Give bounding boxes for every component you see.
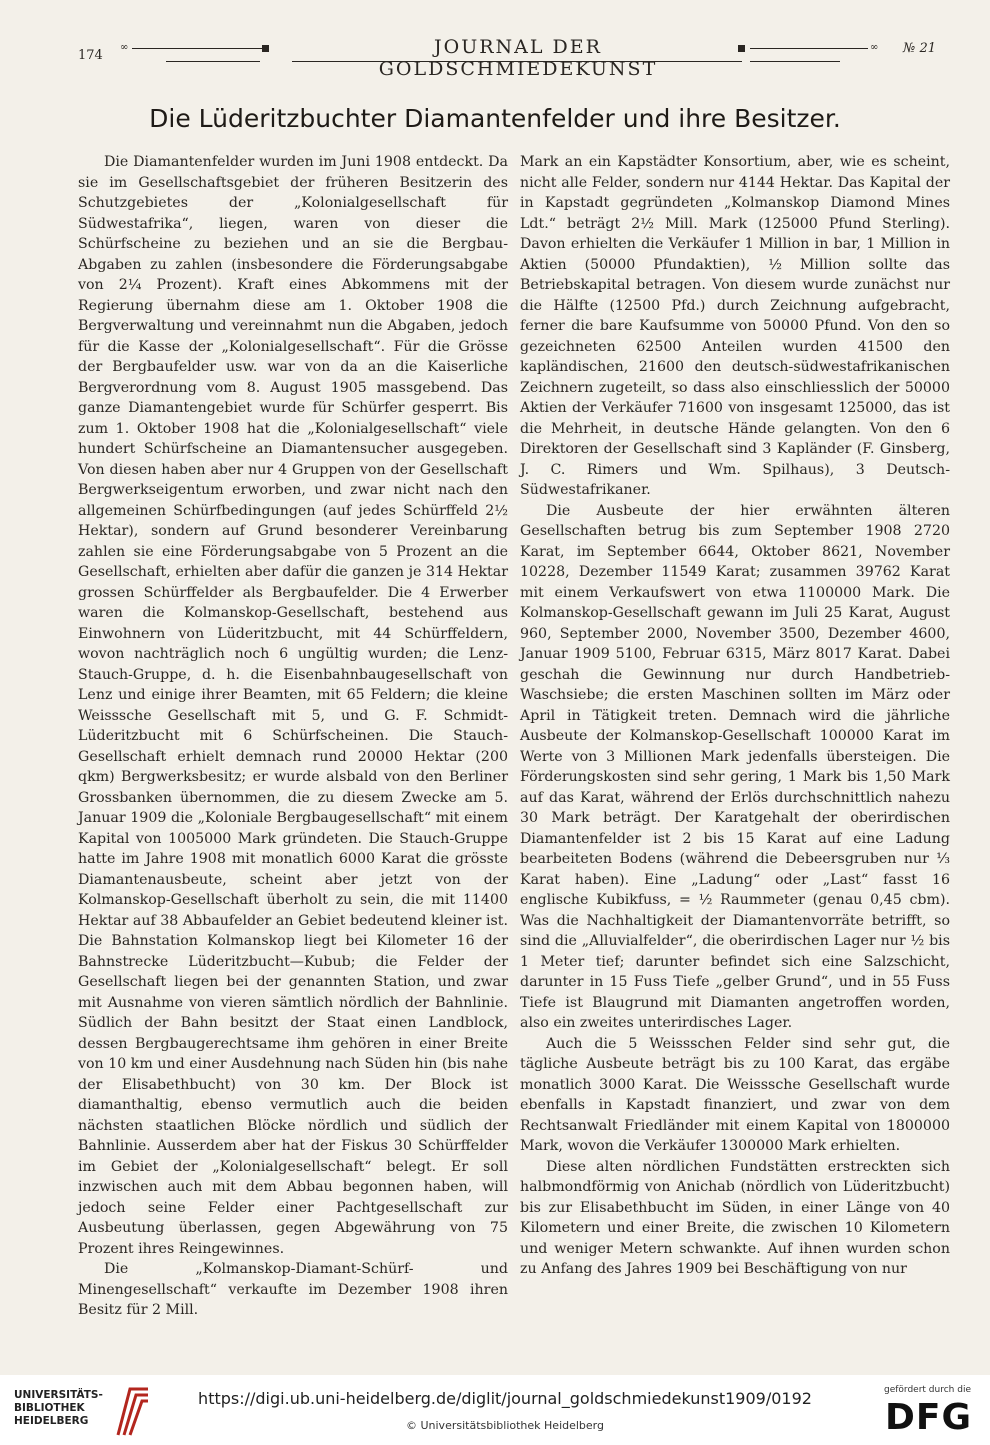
paragraph: Die „Kolmanskop-Diamant-Schürf- und Minengesellschaft“ verkaufte im Dezember 1908 ihren Besitz für 2 Mill. [78,1261,508,1318]
sponsor-caption: gefördert durch die [884,1385,971,1395]
page-number: 174 [78,48,103,63]
paragraph: Die Ausbeute der hier erwähnten älteren Gesellschaften betrug bis zum September 1908 2720 Karat, im September 6644, Oktober 8621, November 10228, Dezember 11549 Karat; zusammen 39762 Karat mit einem Verkaufswert von etwa 1100000 Mark. Die Kolmanskop-Gesellschaft gewann im Juli 25 Karat, August 960, September 2000, November 3500, Dezember 4600, Januar 1909 5100, Februar 6315, März 8017 Karat. Dabei geschah die Gewinnung nur durch Handbetrieb-Waschsiebe; die ersten Maschinen sollten im März oder April in Tätigkeit treten. Demnach wird die jährliche Ausbeute der Kolmanskop-Gesellschaft 100000 Karat im Werte von 3 Millionen Mark jedenfalls übersteigen. Die Förderungskosten sind sehr gering, 1 Mark bis 1,50 Mark auf das Karat, während der Erlös durchschnittlich nahezu 30 Mark beträgt. Der Karatgehalt der oberirdischen Diamantenfelder ist 2 bis 15 Karat auf eine Ladung bearbeiteten Bodens (während die Debeersgruben nur ⅓ Karat haben). Eine „Ladung“ oder „Last“ fasst 16 englische Kubikfuss, = ½ Raummeter (genau 0,45 cbm). Was die Nachhaltigkeit der Diamantenvorräte betrifft, so sind die „Alluvialfelder“, die oberirdischen Lager nur ½ bis 1 Meter tief; darunter befindet sich eine Salzschicht, darunter in 15 Fuss Tiefe „gelber Grund“, und in 55 Fuss Tiefe ist Blaugrund mit Diamanten angetroffen worden, also ein zweites unterirdisches Lager. [520,502,950,1031]
header-rule-top-left [132,48,262,49]
header-rule-bottom-right [750,61,840,62]
ornament-left: ∞ [120,42,129,53]
header-rule-top-right [750,48,868,49]
dfg-logo[interactable]: DFG [884,1397,973,1438]
library-name-line: UNIVERSITÄTS- [14,1389,103,1401]
library-logo[interactable] [14,1389,154,1439]
paragraph: Auch die 5 Weissschen Felder sind sehr gut, die tägliche Ausbeute beträgt bis zu 100 Karat, das ergäbe monatlich 3000 Karat. Die Weisssche Gesellschaft wurde ebenfalls in Kapstadt finanziert, und zwar von dem Rechtsanwalt Friedländer mit einem Kapital von 1800000 Mark, wovon die Verkäufer 1300000 Mark erhielten. [520,1035,950,1154]
library-name-line: HEIDELBERG [14,1415,89,1427]
running-header [70,34,940,80]
header-rule-bottom-left [166,61,260,62]
paragraph: Mark an ein Kapstädter Konsortium, aber, wie es scheint, nicht alle Felder, sondern nur 4144 Hektar. Das Kapital der in Kapstadt gegründeten „Kolmanskop Diamond Mines Ldt.“ beträgt 2½ Mill. Mark (125000 Pfund Sterling). Davon erhielten die Verkäufer 1 Million in bar, 1 Million in Aktien (50000 Pfundaktien), ½ Million sollte das Betriebskapital betragen. Von diesem wurde zunächst nur die Hälfte (12500 Pfd.) durch Zeichnung aufgebracht, ferner die bare Kaufsumme von 50000 Pfund. Von den so gezeichneten 62500 Anteilen wurden 41500 den kapländischen, 21600 den deutsch-südwestafrikanischen Zeichnern zugeteilt, so dass also einschliesslich der 50000 Aktien der Verkäufer 71600 von insgesamt 125000, das ist die Mehrheit, in deutsche Hände gelangten. Von den 6 Direktoren der Gesellschaft sind 3 Kapländer (F. Ginsberg, J. C. Rimers und Wm. Spilhaus), 3 Deutsch-Südwestafrikaner. [520,154,950,498]
header-square-left [262,45,269,52]
paragraph: Diese alten nördlichen Fundstätten erstreckten sich halbmondförmig von Anichab (nördlich von Lüderitzbucht) bis zur Elisabethbucht im Süden, in einer Länge von 40 Kilometern und einer Breite, die zwischen 10 Kilometern und weniger Metern schwankte. Auf ihnen wurden schon zu Anfang des Jahres 1909 bei Beschäftigung von nur [520,1158,950,1277]
permalink-url[interactable]: https://digi.ub.uni-heidelberg.de/diglit/journal_goldschmiedekunst1909/0192 [198,1389,812,1408]
paragraph: Die Diamantenfelder wurden im Juni 1908 entdeckt. Da sie im Gesellschaftsgebiet der früheren Besitzerin des Schutzgebietes der „Kolonialgesellschaft für Südwestafrika“, liegen, waren von dieser die Schürfscheine zu beziehen und an sie die Bergbau-Abgaben zu zahlen (insbesondere die Förderungsabgabe von 2¼ Prozent). Kraft eines Abkommens mit der Regierung übernahm diese am 1. Oktober 1908 die Bergverwaltung und vereinnahmt nun die Abgaben, jedoch für die Kasse der „Kolonialgesellschaft“. Für die Grösse der Bergbaufelder usw. war von da an die Kaiserliche Bergverordnung vom 8. August 1905 massgebend. Das ganze Diamantengebiet wurde für Schürfer gesperrt. Bis zum 1. Oktober 1908 hat die „Kolonialgesellschaft“ viele hundert Schürfscheine an Diamantensucher ausgegeben. Von diesen haben aber nur 4 Gruppen von der Gesellschaft Bergwerkseigentum erworben, und zwar nicht nach den allgemeinen Schürfbedingungen (auf jedes Schürffeld 2½ Hektar), sondern auf Grund besonderer Vereinbarung zahlen sie eine Förderungsabgabe von 5 Prozent an die Gesellschaft, erhielten aber dafür die ganzen je 314 Hektar grossen Schürffelder als Bergbaufelder. Die 4 Erwerber waren die Kolmanskop-Gesellschaft, bestehend aus Einwohnern von Lüderitzbucht, mit 44 Schürffeldern, wovon nachträglich noch 6 ungültig wurden; die Lenz-Stauch-Gruppe, d. h. die Eisenbahnbaugesellschaft von Lenz und einige ihrer Beamten, mit 65 Feldern; die kleine Weisssche Gesellschaft mit 5, und G. F. Schmidt-Lüderitzbucht mit 6 Schürfscheinen. Die Stauch-Gesellschaft erhielt demnach rund 20000 Hektar (200 qkm) Bergwerksbesitz; er wurde alsbald von den Berliner Grossbanken übernommen, die zu diesem Zwecke am 5. Januar 1909 die „Koloniale Bergbaugesellschaft“ mit einem Kapital von 1005000 Mark gründeten. Die Stauch-Gruppe hatte im Jahre 1908 mit monatlich 6000 Karat die grösste Diamantenausbeute, scheint aber jetzt von der Kolmanskop-Gesellschaft überholt zu sein, die mit 11400 Hektar auf 38 Abbaufelder an Gebiet bedeutend kleiner ist. Die Bahnstation Kolmanskop liegt bei Kilometer 16 der Bahnstrecke Lüderitzbucht—Kubub; die Felder der Gesellschaft liegen bei der genannten Station, und zwar mit Ausnahme von vieren sämtlich nördlich der Bahnlinie. Südlich der Bahn besitzt der Staat einen Landblock, dessen Bergbaugerechtsame ihm gehören in einer Breite von 10 km und einer Ausdehnung nach Süden hin (bis nahe der Elisabethbucht) von 30 km. Der Block ist diamanthaltig, ebenso vermutlich auch die beiden nächsten staatlichen Blöcke nördlich und südlich der Bahnlinie. Ausserdem aber hat der Fiskus 30 Schürffelder im Gebiet der „Kolonialgesellschaft“ belegt. Er soll inzwischen auch mit dem Abbau begonnen haben, will jedoch seine Felder einer Pachtgesellschaft zur Ausbeutung überlassen, gegen Abgewährung von 75 Prozent ihres Reingewinnes. [78,154,508,1257]
library-emblem-icon [112,1385,152,1437]
copyright-notice: © Universitätsbibliothek Heidelberg [405,1419,604,1432]
library-name-line: BIBLIOTHEK [14,1402,85,1414]
ornament-right: ∞ [870,42,879,53]
right-column [520,152,950,1280]
journal-title: JOURNAL DER GOLDSCHMIEDEKUNST [378,36,658,80]
article-title: Die Lüderitzbuchter Diamantenfelder und ihre Besitzer. [149,104,841,133]
issue-number: № 21 [903,41,936,56]
viewer-footer [0,1375,990,1445]
header-square-right [738,45,745,52]
left-column [78,152,508,1321]
